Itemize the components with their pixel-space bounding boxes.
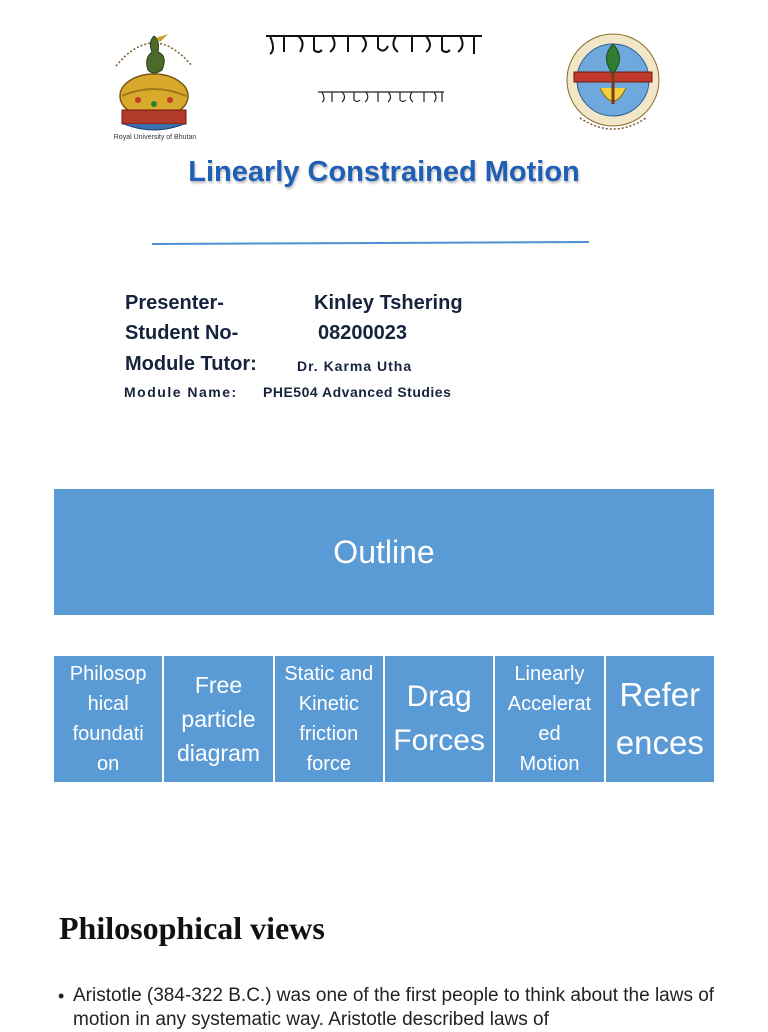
samtse-college-emblem	[560, 18, 666, 142]
outline-heading-box	[54, 489, 714, 615]
outline-item-friction-force: Static and Kinetic friction force	[275, 656, 383, 782]
outline-item-free-particle-diagram: Free particle diagram	[164, 656, 272, 782]
left-emblem-caption: Royal University of Bhutan	[113, 134, 197, 141]
bullet-paragraph: Aristotle (384-322 B.C.) was one of the first people to think about the laws of motion in any systematic way. Aristotle described laws of	[73, 985, 715, 1030]
royal-university-emblem	[108, 26, 200, 146]
module-tutor-label: Module Tutor:	[125, 353, 257, 375]
outline-item-drag-forces: Drag Forces	[385, 656, 493, 782]
module-name: PHE504 Advanced Studies	[263, 384, 452, 400]
slide-title: Linearly Constrained Motion	[188, 156, 580, 188]
outline-items	[54, 656, 714, 782]
presenter-label: Presenter-	[125, 292, 224, 314]
module-tutor-name: Dr. Karma Utha	[297, 358, 413, 374]
college-script-line	[316, 86, 446, 106]
presenter-name: Kinley Tshering	[314, 292, 463, 314]
title-divider	[152, 241, 589, 245]
outline-item-references: Refer ences	[606, 656, 714, 782]
section-heading: Philosophical views	[59, 910, 325, 946]
module-name-label: Module Name:	[124, 384, 238, 400]
outline-heading: Outline	[333, 533, 435, 570]
outline-item-philosophical-foundation: Philosop hical foundati on	[54, 656, 162, 782]
outline-item-linearly-accelerated-motion: Linearly Accelerat ed Motion	[495, 656, 603, 782]
institution-script-line	[262, 26, 484, 58]
student-number-label: Student No-	[125, 322, 239, 344]
bullet-icon: •	[58, 986, 65, 1006]
student-number: 08200023	[318, 322, 407, 344]
